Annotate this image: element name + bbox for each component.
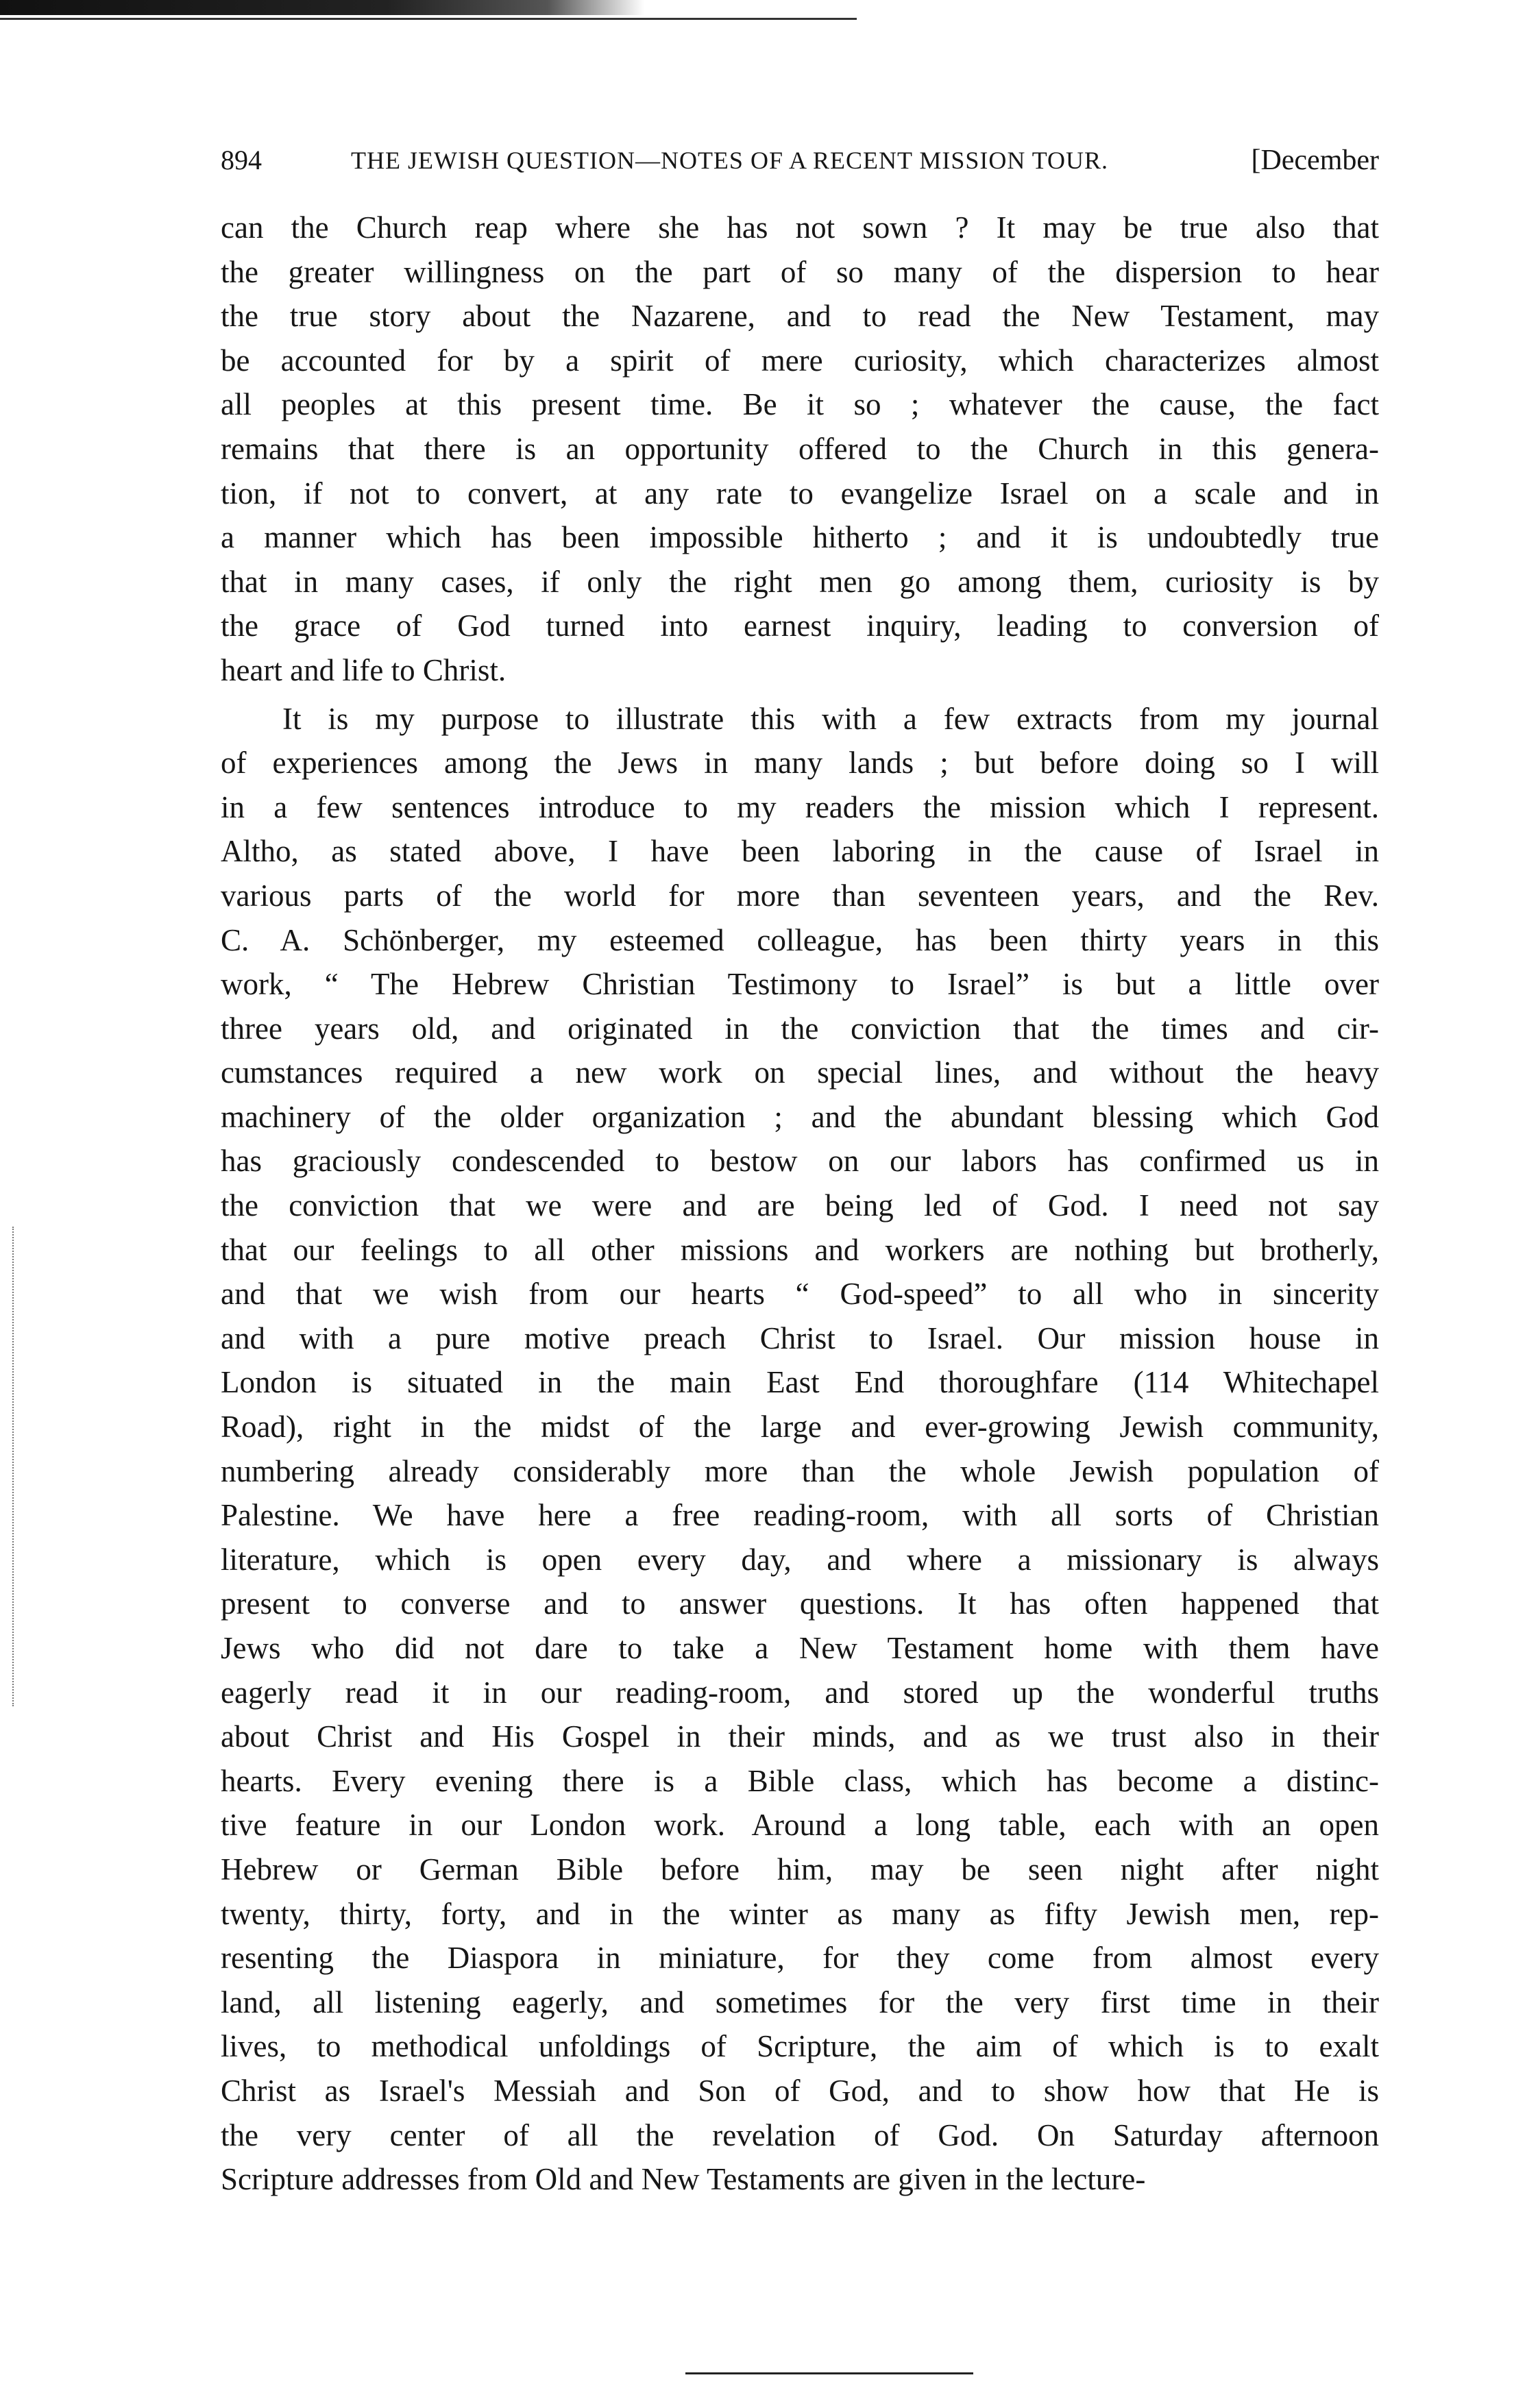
text-line: lives, to methodical unfoldings of Scripture, the aim of which is to exalt bbox=[221, 2029, 1379, 2064]
text-line: work, “ The Hebrew Christian Testimony to Israel” is but a little over bbox=[221, 967, 1379, 1002]
text-line: tive feature in our London work. Around a long table, each with an open bbox=[221, 1808, 1379, 1843]
page-number: 894 bbox=[221, 145, 262, 175]
text-line: Road), right in the midst of the large and ever-growing Jewish community, bbox=[221, 1410, 1379, 1445]
paragraph-2 bbox=[221, 697, 1379, 2202]
text-line: and with a pure motive preach Christ to Israel. Our mission house in bbox=[221, 1320, 1379, 1355]
text-line: hearts. Every evening there is a Bible class, which has become a distinc- bbox=[221, 1763, 1379, 1798]
text-line: in a few sentences introduce to my readers the mission which I represent. bbox=[221, 789, 1379, 824]
text-line: machinery of the older organization ; and the abundant blessing which God bbox=[221, 1099, 1379, 1134]
text-line: and that we wish from our hearts “ God-speed” to all who in sincerity bbox=[221, 1277, 1379, 1312]
text-line: the greater willingness on the part of so many of the dispersion to hear bbox=[221, 254, 1379, 289]
text-line: Palestine. We have here a free reading-room, with all sorts of Christian bbox=[221, 1498, 1379, 1533]
text-line: eagerly read it in our reading-room, and stored up the wonderful truths bbox=[221, 1675, 1379, 1710]
text-line: land, all listening eagerly, and sometimes for the very first time in their bbox=[221, 1985, 1379, 2019]
text-line: various parts of the world for more than seventeen years, and the Rev. bbox=[221, 878, 1379, 913]
text-line: heart and life to Christ. bbox=[221, 652, 507, 687]
text-line: all peoples at this present time. Be it so ; whatever the cause, the fact bbox=[221, 387, 1379, 422]
text-line: the grace of God turned into earnest inquiry, leading to conversion of bbox=[221, 609, 1379, 643]
text-line: the very center of all the revelation of God. On Saturday afternoon bbox=[221, 2117, 1379, 2152]
text-line: numbering already considerably more than the whole Jewish population of bbox=[221, 1453, 1379, 1488]
text-line: three years old, and originated in the conviction that the times and cir- bbox=[221, 1011, 1379, 1046]
text-line: C. A. Schönberger, my esteemed colleague, has been thirty years in this bbox=[221, 922, 1379, 957]
text-line: has graciously condescended to bestow on our labors has confirmed us in bbox=[221, 1144, 1379, 1179]
text-line: resenting the Diaspora in miniature, for they come from almost every bbox=[221, 1941, 1379, 1976]
text-line: It is my purpose to illustrate this with a few extracts from my journal bbox=[282, 701, 1379, 736]
text-line: that in many cases, if only the right men go among them, curiosity is by bbox=[221, 564, 1379, 599]
text-line: a manner which has been impossible hitherto ; and it is undoubtedly true bbox=[221, 520, 1379, 555]
text-line: the conviction that we were and are being led of God. I need not say bbox=[221, 1188, 1379, 1223]
paragraph-1 bbox=[221, 206, 1379, 693]
body-text bbox=[221, 206, 1379, 2202]
text-line: Hebrew or German Bible before him, may be seen night after night bbox=[221, 1852, 1379, 1887]
text-line: tion, if not to convert, at any rate to evangelize Israel on a scale and in bbox=[221, 476, 1379, 511]
margin-marks bbox=[12, 1227, 18, 1706]
running-header bbox=[221, 140, 1379, 181]
text-line: literature, which is open every day, and where a missionary is always bbox=[221, 1542, 1379, 1577]
scan-top-rule bbox=[0, 18, 857, 20]
running-head: THE JEWISH QUESTION—NOTES OF A RECENT MISSION TOUR. bbox=[351, 147, 1109, 174]
text-line: twenty, thirty, forty, and in the winter as many as fifty Jewish men, rep- bbox=[221, 1896, 1379, 1931]
scan-top-edge bbox=[0, 0, 644, 15]
text-line: Christ as Israel's Messiah and Son of God, and to show how that He is bbox=[221, 2073, 1379, 2108]
scan-bottom-rule bbox=[685, 2372, 973, 2374]
text-line: present to converse and to answer questions. It has often happened that bbox=[221, 1586, 1379, 1621]
text-line: about Christ and His Gospel in their minds, and as we trust also in their bbox=[221, 1719, 1379, 1754]
text-line: Jews who did not dare to take a New Testament home with them have bbox=[221, 1631, 1379, 1665]
text-line: of experiences among the Jews in many lands ; but before doing so I will bbox=[221, 746, 1379, 781]
text-line: that our feelings to all other missions and workers are nothing but brotherly, bbox=[221, 1232, 1379, 1267]
running-month: [December bbox=[1251, 145, 1379, 176]
text-line: remains that there is an opportunity offered to the Church in this genera- bbox=[221, 431, 1379, 466]
text-line: Altho, as stated above, I have been laboring in the cause of Israel in bbox=[221, 834, 1379, 869]
text-line: cumstances required a new work on special lines, and without the heavy bbox=[221, 1055, 1379, 1090]
text-line: can the Church reap where she has not sown ? It may be true also that bbox=[221, 210, 1379, 245]
text-line: be accounted for by a spirit of mere curiosity, which characterizes almost bbox=[221, 343, 1379, 378]
text-line: London is situated in the main East End thoroughfare (114 Whitechapel bbox=[221, 1365, 1379, 1400]
text-line: Scripture addresses from Old and New Testaments are given in the lecture- bbox=[221, 2162, 1146, 2197]
text-line: the true story about the Nazarene, and to read the New Testament, may bbox=[221, 299, 1379, 334]
